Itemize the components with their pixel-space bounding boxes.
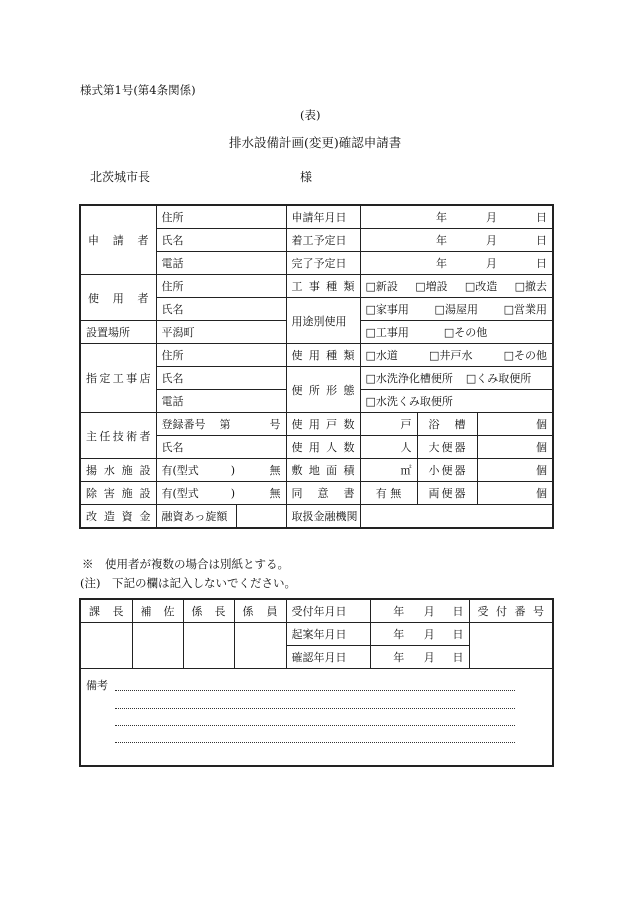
page-title: 排水設備計画(変更)確認申請書 — [229, 135, 402, 150]
checkbox-modify[interactable]: □改造 — [464, 280, 498, 293]
both-toilet-count-field[interactable]: 個 — [477, 482, 553, 505]
checkbox-well-water[interactable]: □井戸水 — [429, 349, 473, 362]
water-type-label: 使用種類 — [286, 344, 360, 367]
checkbox-household[interactable]: □家事用 — [365, 303, 409, 316]
start-date-label: 着工予定日 — [286, 229, 360, 252]
bank-field[interactable] — [360, 505, 553, 529]
big-toilet-label: 大便器 — [417, 436, 477, 459]
contractor-name-label: 氏名 — [156, 367, 286, 390]
checkbox-bathhouse[interactable]: □湯屋用 — [434, 303, 478, 316]
engineer-label: 主任技術者 — [80, 413, 156, 459]
area-field[interactable]: ㎡ — [360, 459, 417, 482]
confirmed-date-label: 確認年月日 — [286, 646, 370, 669]
end-date-label: 完了予定日 — [286, 252, 360, 275]
kakaricho-stamp[interactable] — [183, 623, 234, 669]
consent-label: 同意書 — [286, 482, 360, 505]
hosa-header: 補佐 — [132, 599, 183, 623]
site-label: 設置場所 — [80, 321, 156, 344]
checkbox-business[interactable]: □営業用 — [503, 303, 547, 316]
note-do-not-fill: (注) 下記の欄は記入しないでください。 — [80, 576, 296, 590]
checkbox-septic-toilet[interactable]: □水洗浄化槽便所 — [365, 372, 453, 385]
received-date-field[interactable]: 年 月 日 — [370, 599, 469, 623]
remarks-line-4 — [115, 742, 515, 743]
drafted-date-label: 起案年月日 — [286, 623, 370, 646]
checkbox-tap-water[interactable]: □水道 — [365, 349, 398, 362]
end-date-field[interactable]: 年 月 日 — [360, 252, 553, 275]
small-toilet-label: 小便器 — [417, 459, 477, 482]
contractor-phone-label: 電話 — [156, 390, 286, 413]
registration-number-field[interactable]: 登録番号 第 号 — [156, 413, 286, 436]
bath-label: 浴槽 — [417, 413, 477, 436]
both-toilet-label: 両便器 — [417, 482, 477, 505]
area-label: 敷地面積 — [286, 459, 360, 482]
user-name-label: 氏名 — [156, 298, 286, 321]
kacho-stamp[interactable] — [80, 623, 132, 669]
checkbox-flush-pit-toilet[interactable]: □水洗くみ取便所 — [365, 395, 453, 408]
toilet-options-1[interactable] — [360, 367, 553, 390]
confirmed-date-field[interactable]: 年 月 日 — [370, 646, 469, 669]
applicant-address-label: 住所 — [156, 205, 286, 229]
fund-label: 改造資金 — [80, 505, 156, 529]
received-date-label: 受付年月日 — [286, 599, 370, 623]
remarks-line-1 — [115, 690, 515, 691]
water-type-options[interactable] — [360, 344, 553, 367]
usage-options-2[interactable] — [360, 321, 553, 344]
receipt-number-field[interactable] — [469, 623, 553, 669]
persons-field[interactable]: 人 — [360, 436, 417, 459]
persons-label: 使用人数 — [286, 436, 360, 459]
checkbox-remove[interactable]: □撤去 — [514, 280, 547, 293]
remarks-area[interactable] — [80, 669, 553, 767]
applicant-phone-label: 電話 — [156, 252, 286, 275]
applicant-name-label: 氏名 — [156, 229, 286, 252]
kakariin-stamp[interactable] — [234, 623, 286, 669]
user-label: 使用者 — [80, 275, 156, 321]
bank-label: 取扱金融機関 — [286, 505, 360, 529]
checkbox-construction[interactable]: □工事用 — [365, 326, 409, 339]
checkbox-new[interactable]: □新設 — [365, 280, 398, 293]
apply-date-label: 申請年月日 — [286, 205, 360, 229]
engineer-name-label: 氏名 — [156, 436, 286, 459]
bath-count-field[interactable]: 個 — [477, 413, 553, 436]
addressee: 北茨城市長 — [90, 170, 151, 184]
applicant-address-row — [80, 205, 553, 229]
toilet-type-label: 便所形態 — [286, 367, 360, 413]
usage-label: 用途別使用 — [286, 298, 360, 344]
addressee-honorific: 様 — [300, 170, 313, 184]
loan-field[interactable] — [236, 505, 286, 529]
drafted-date-field[interactable]: 年 月 日 — [370, 623, 469, 646]
work-type-options[interactable] — [360, 275, 553, 298]
checkbox-other-usage[interactable]: □その他 — [443, 326, 488, 339]
households-label: 使用戸数 — [286, 413, 360, 436]
form-number: 様式第1号(第4条関係) — [80, 83, 196, 97]
big-toilet-count-field[interactable]: 個 — [477, 436, 553, 459]
consent-field[interactable]: 有 無 — [360, 482, 417, 505]
site-value[interactable]: 平潟町 — [156, 321, 286, 344]
treatment-label: 除害施設 — [80, 482, 156, 505]
small-toilet-count-field[interactable]: 個 — [477, 459, 553, 482]
note-multiple-users: ※ 使用者が複数の場合は別紙とする。 — [82, 557, 289, 571]
pump-field[interactable]: 有(型式 ) 無 — [156, 459, 286, 482]
work-type-label: 工事種類 — [286, 275, 360, 298]
apply-date-field[interactable]: 年 月 日 — [360, 205, 553, 229]
remarks-line-3 — [115, 725, 515, 726]
checkbox-expand[interactable]: □増設 — [415, 280, 448, 293]
kakariin-header: 係員 — [234, 599, 286, 623]
treatment-field[interactable]: 有(型式 ) 無 — [156, 482, 286, 505]
contractor-label: 指定工事店 — [80, 344, 156, 413]
application-form-table — [79, 204, 554, 529]
households-field[interactable]: 戸 — [360, 413, 417, 436]
remarks-label: 備考 — [86, 679, 108, 692]
kacho-header: 課長 — [80, 599, 132, 623]
pump-label: 揚水施設 — [80, 459, 156, 482]
checkbox-other-water[interactable]: □その他 — [503, 349, 547, 362]
user-address-label: 住所 — [156, 275, 286, 298]
form-side: (表) — [300, 108, 321, 122]
usage-options-1[interactable] — [360, 298, 553, 321]
kakaricho-header: 係長 — [183, 599, 234, 623]
remarks-line-2 — [115, 708, 515, 709]
hosa-stamp[interactable] — [132, 623, 183, 669]
receipt-number-header: 受付番号 — [469, 599, 553, 623]
contractor-address-label: 住所 — [156, 344, 286, 367]
toilet-options-2[interactable] — [360, 390, 553, 413]
checkbox-pit-toilet[interactable]: □くみ取便所 — [465, 372, 532, 385]
start-date-field[interactable]: 年 月 日 — [360, 229, 553, 252]
loan-label: 融資あっ旋額 — [156, 505, 236, 529]
applicant-label: 申請者 — [80, 205, 156, 275]
